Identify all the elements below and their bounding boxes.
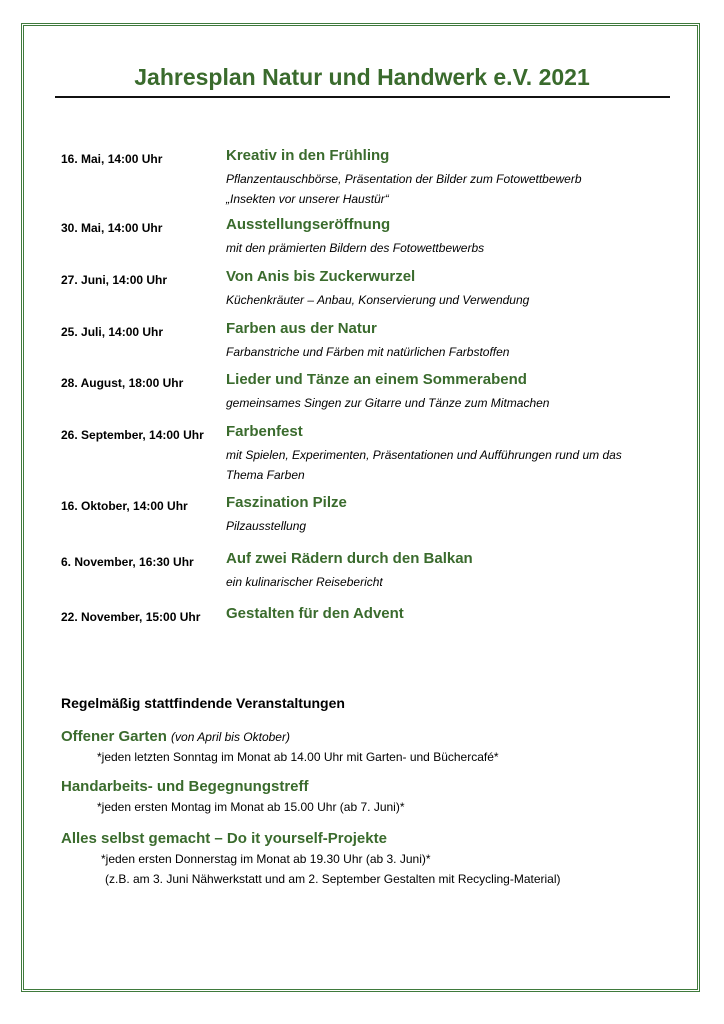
event-title: Von Anis bis Zuckerwurzel — [226, 268, 416, 285]
event-description — [226, 238, 674, 258]
title-underline — [55, 96, 670, 98]
event-title: Kreativ in den Frühling — [226, 147, 390, 164]
event-description-line: gemeinsames Singen zur Gitarre und Tänze zum Mitmachen — [226, 396, 550, 410]
event-title: Ausstellungseröffnung — [226, 216, 391, 233]
regular-event-detail: (z.B. am 3. Juni Nähwerkstatt und am 2. September Gestalten mit Recycling-Material) — [105, 872, 561, 886]
page-title: Jahresplan Natur und Handwerk e.V. 2021 — [134, 64, 590, 90]
event-description — [226, 169, 674, 209]
regular-event-title — [61, 830, 387, 847]
event-description — [226, 572, 674, 592]
event-title: Gestalten für den Advent — [226, 605, 404, 622]
event-description — [226, 445, 674, 485]
event-description-line: Thema Farben — [226, 468, 305, 482]
event-description — [226, 290, 674, 310]
event-title: Farbenfest — [226, 423, 303, 440]
regular-event-note: (von April bis Oktober) — [171, 730, 290, 744]
event-date: 16. Mai, 14:00 Uhr — [61, 152, 163, 166]
event-description-line: ein kulinarischer Reisebericht — [226, 575, 383, 589]
regular-event-detail: *jeden ersten Montag im Monat ab 15.00 Uhr (ab 7. Juni)* — [97, 800, 405, 814]
event-date: 6. November, 16:30 Uhr — [61, 555, 194, 569]
regular-event-name: Offener Garten — [61, 728, 167, 745]
event-title: Auf zwei Rädern durch den Balkan — [226, 550, 473, 567]
event-title: Faszination Pilze — [226, 494, 347, 511]
regular-event-title — [61, 728, 290, 745]
regular-events-heading: Regelmäßig stattfindende Veranstaltungen — [61, 695, 345, 711]
regular-event-title — [61, 778, 309, 795]
event-description-line: Pilzausstellung — [226, 519, 307, 533]
event-date: 25. Juli, 14:00 Uhr — [61, 325, 164, 339]
event-description — [226, 393, 674, 413]
event-description-line: mit Spielen, Experimenten, Präsentationen und Aufführungen rund um das — [226, 448, 622, 462]
event-description-line: „Insekten vor unserer Haustür“ — [226, 192, 389, 206]
regular-event-detail: *jeden letzten Sonntag im Monat ab 14.00 Uhr mit Garten- und Büchercafé* — [97, 750, 499, 764]
event-title: Lieder und Tänze an einem Sommerabend — [226, 371, 527, 388]
event-date: 30. Mai, 14:00 Uhr — [61, 221, 163, 235]
regular-event-detail: *jeden ersten Donnerstag im Monat ab 19.30 Uhr (ab 3. Juni)* — [101, 852, 431, 866]
event-title: Farben aus der Natur — [226, 320, 377, 337]
event-date: 22. November, 15:00 Uhr — [61, 610, 201, 624]
event-description-line: Küchenkräuter – Anbau, Konservierung und Verwendung — [226, 293, 530, 307]
event-description — [226, 342, 674, 362]
event-date: 27. Juni, 14:00 Uhr — [61, 273, 168, 287]
regular-event-name: Alles selbst gemacht – Do it yourself-Projekte — [61, 830, 387, 847]
event-description-line: Farbanstriche und Färben mit natürlichen Farbstoffen — [226, 345, 510, 359]
event-description — [226, 516, 674, 536]
event-date: 16. Oktober, 14:00 Uhr — [61, 499, 188, 513]
event-date: 26. September, 14:00 Uhr — [61, 428, 204, 442]
event-description-line: mit den prämierten Bildern des Fotowettbewerbs — [226, 241, 485, 255]
regular-event-name: Handarbeits- und Begegnungstreff — [61, 778, 309, 795]
event-date: 28. August, 18:00 Uhr — [61, 376, 184, 390]
event-description-line: Pflanzentauschbörse, Präsentation der Bilder zum Fotowettbewerb — [226, 172, 582, 186]
